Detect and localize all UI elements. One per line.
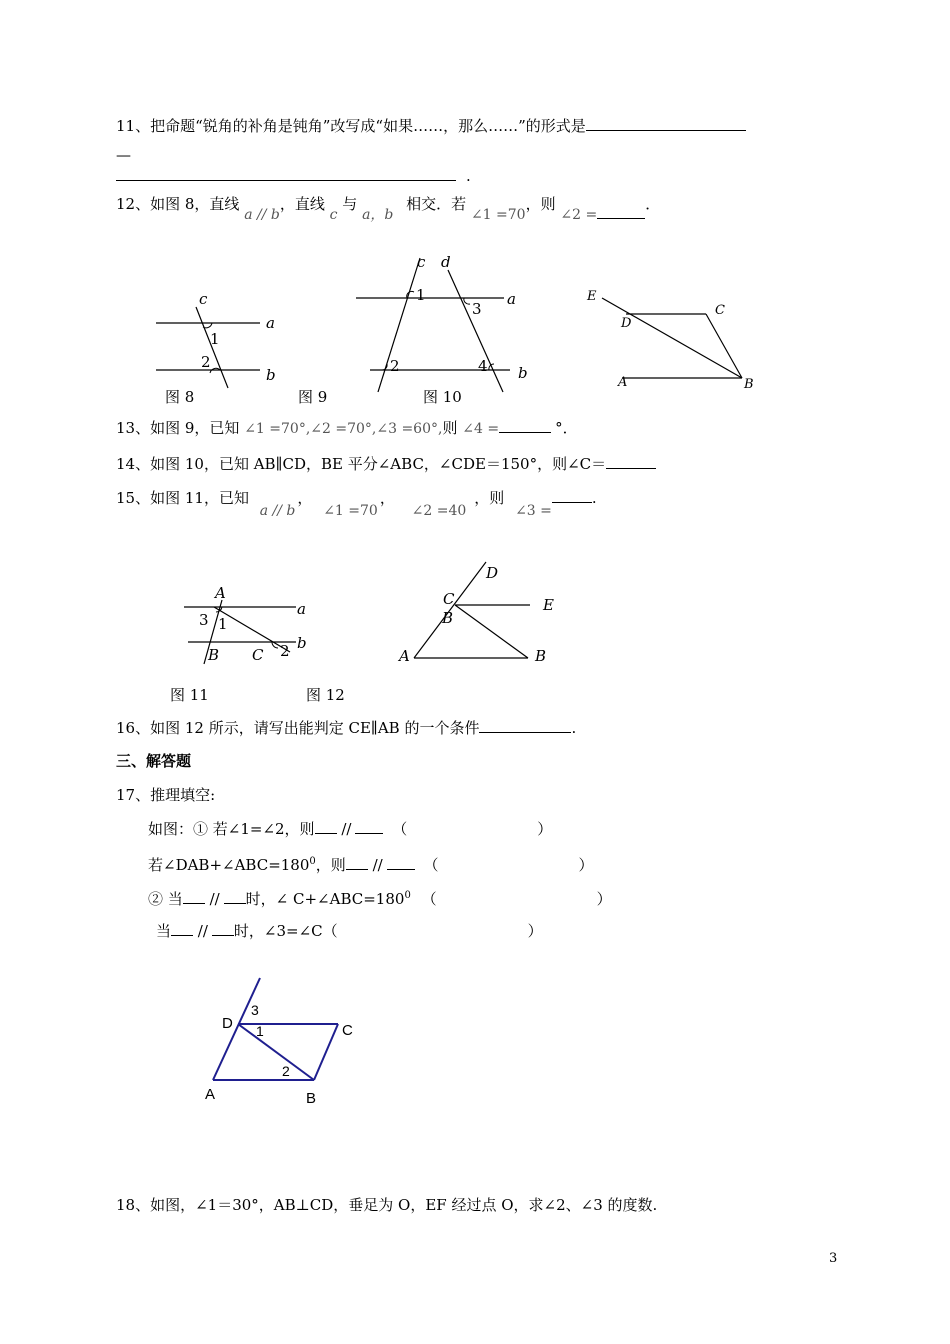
fig12-label-B: B [535, 647, 547, 665]
q11-text: 11、把命题“锐角的补角是钝角”改写成“如果……，那么……”的形式是 [116, 117, 586, 135]
q17-paren: （ [423, 856, 439, 874]
fig11-angle-2: 2 [280, 642, 290, 660]
section-title: 三、解答题 [116, 752, 192, 770]
q17-parallel: // [209, 890, 220, 908]
fig10-label-A: A [618, 375, 628, 390]
q13-ask: ∠4 = [462, 421, 500, 437]
fig9-label-b: b [518, 364, 528, 382]
q12-lines-ab: a，b [362, 207, 394, 223]
fig11-caption: 图 11 [170, 686, 209, 704]
q11-continuation: — [116, 146, 131, 164]
fig9-angle-2: 2 [390, 357, 400, 375]
q17-text: ② 当 [148, 890, 183, 908]
question-18: 18、如图，∠1＝30°，AB⊥CD，垂足为 O，EF 经过点 O，求∠2、∠3 的度数. [116, 1196, 658, 1214]
fig11-label-b: b [297, 634, 307, 652]
q15-condition-2: ∠2 =40 [411, 503, 467, 519]
fig12-label-C: C [443, 590, 455, 608]
fig17-angle-2: 2 [282, 1063, 290, 1079]
fig11-label-a: a [297, 600, 306, 618]
fig9-label-d: d [441, 253, 451, 271]
fig12-label-E: E [543, 596, 554, 614]
q12-line-c: c [329, 207, 338, 223]
fig8-label-a: a [266, 314, 275, 332]
q12-parallel: a // b [244, 207, 280, 223]
fig17-angle-1: 1 [256, 1023, 264, 1039]
fig8-caption: 图 8 [165, 388, 195, 406]
q17-paren: ） [596, 890, 612, 908]
q17-parallel: // [372, 856, 383, 874]
q17-text: 如图：① 若∠1=∠2，则 [148, 820, 315, 838]
q17-text: 若∠DAB+∠ABC=180 [148, 856, 310, 874]
q17-text: ，则 [315, 856, 346, 874]
question-17-title: 17、推理填空: [116, 786, 216, 804]
fig9-angle-1: 1 [416, 286, 426, 304]
fig9-label-a: a [507, 290, 516, 308]
fig8-angle-1: 1 [210, 330, 220, 348]
q13-text: 则 [442, 419, 458, 437]
q12-text: ，直线 [279, 195, 325, 213]
q15-end: . [591, 489, 597, 507]
q17-text: 当 [156, 922, 172, 940]
fig10-label-B: B [744, 377, 754, 392]
q12-text: ，则 [525, 195, 556, 213]
fig12-label-A: A [399, 647, 410, 665]
q17-parallel: // [197, 922, 208, 940]
fig8-angle-2: 2 [201, 353, 211, 371]
page-number: 3 [829, 1251, 838, 1266]
q16-end: . [571, 719, 577, 737]
q12-condition: ∠1 =70 [470, 207, 526, 223]
q17-paren: （ [392, 820, 408, 838]
q15-parallel: a // b [259, 503, 296, 519]
q17-superscript: 0 [404, 890, 411, 901]
fig17-label-A: A [205, 1086, 216, 1103]
fig11-label-A: A [215, 584, 226, 602]
fig17-angle-3: 3 [251, 1002, 259, 1018]
fig9-angle-3: 3 [472, 300, 482, 318]
fig10-label-C: C [715, 303, 725, 318]
q17-superscript: 0 [309, 856, 316, 867]
q17-paren: （ [421, 890, 437, 908]
fig8-label-b: b [266, 366, 276, 384]
q16-text: 16、如图 12 所示，请写出能判定 CE∥AB 的一个条件 [116, 719, 480, 737]
fig8-label-c: c [199, 290, 208, 308]
q17-paren: ） [527, 922, 543, 940]
q13-end: °． [555, 419, 578, 437]
q15-text: 15、如图 11，已知 [116, 489, 249, 507]
question-15: 15、如图 11，已知 a // b， ∠1 =70， ∠2 =40，则 ∠3 =. [116, 489, 597, 519]
fig12-label-D: D [486, 564, 499, 582]
q11-answer-line: . [116, 166, 471, 185]
fig9-caption: 图 9 [298, 388, 328, 406]
q15-text: ，则 [474, 489, 505, 507]
fig17-label-B: B [306, 1090, 317, 1107]
q12-text: 相交．若 [406, 195, 467, 213]
fig11-label-B: B [208, 646, 220, 664]
fig10-caption: 图 10 [423, 388, 462, 406]
q17-parallel: // [341, 820, 352, 838]
q17-text: 时，∠ C+∠ABC=180 [245, 890, 405, 908]
fig9-label-c: c [417, 253, 426, 271]
q15-ask: ∠3 = [515, 503, 552, 519]
q12-text: 12、如图 8，直线 [116, 195, 240, 213]
fig9-angle-4: 4 [478, 357, 488, 375]
q17-paren: ） [578, 856, 594, 874]
fig11-angle-1: 1 [218, 615, 228, 633]
fig12-caption: 图 12 [306, 686, 345, 704]
q12-text: 与 [342, 195, 358, 213]
q13-condition: ∠1 =70°,∠2 =70°,∠3 =60°, [244, 421, 443, 437]
fig10-label-D: D [621, 316, 632, 331]
fig11-label-C: C [252, 646, 264, 664]
q12-end: ． [645, 195, 661, 213]
fig11-angle-3: 3 [199, 611, 209, 629]
q12-ask: ∠2 = [560, 207, 598, 223]
q14-text: 14、如图 10，已知 AB∥CD，BE 平分∠ABC，∠CDE＝150°，则∠C＝ [116, 455, 607, 473]
q15-condition-1: ∠1 =70 [323, 503, 378, 519]
q13-text: 13、如图 9，已知 [116, 419, 240, 437]
q17-text: 时，∠3=∠C（ [233, 922, 338, 940]
fig17-label-C: C [342, 1022, 353, 1039]
q17-paren: ） [537, 820, 553, 838]
fig10-label-E: E [587, 289, 597, 304]
fig12-label-B-upper: B [442, 609, 454, 627]
fig17-label-D: D [222, 1015, 233, 1032]
